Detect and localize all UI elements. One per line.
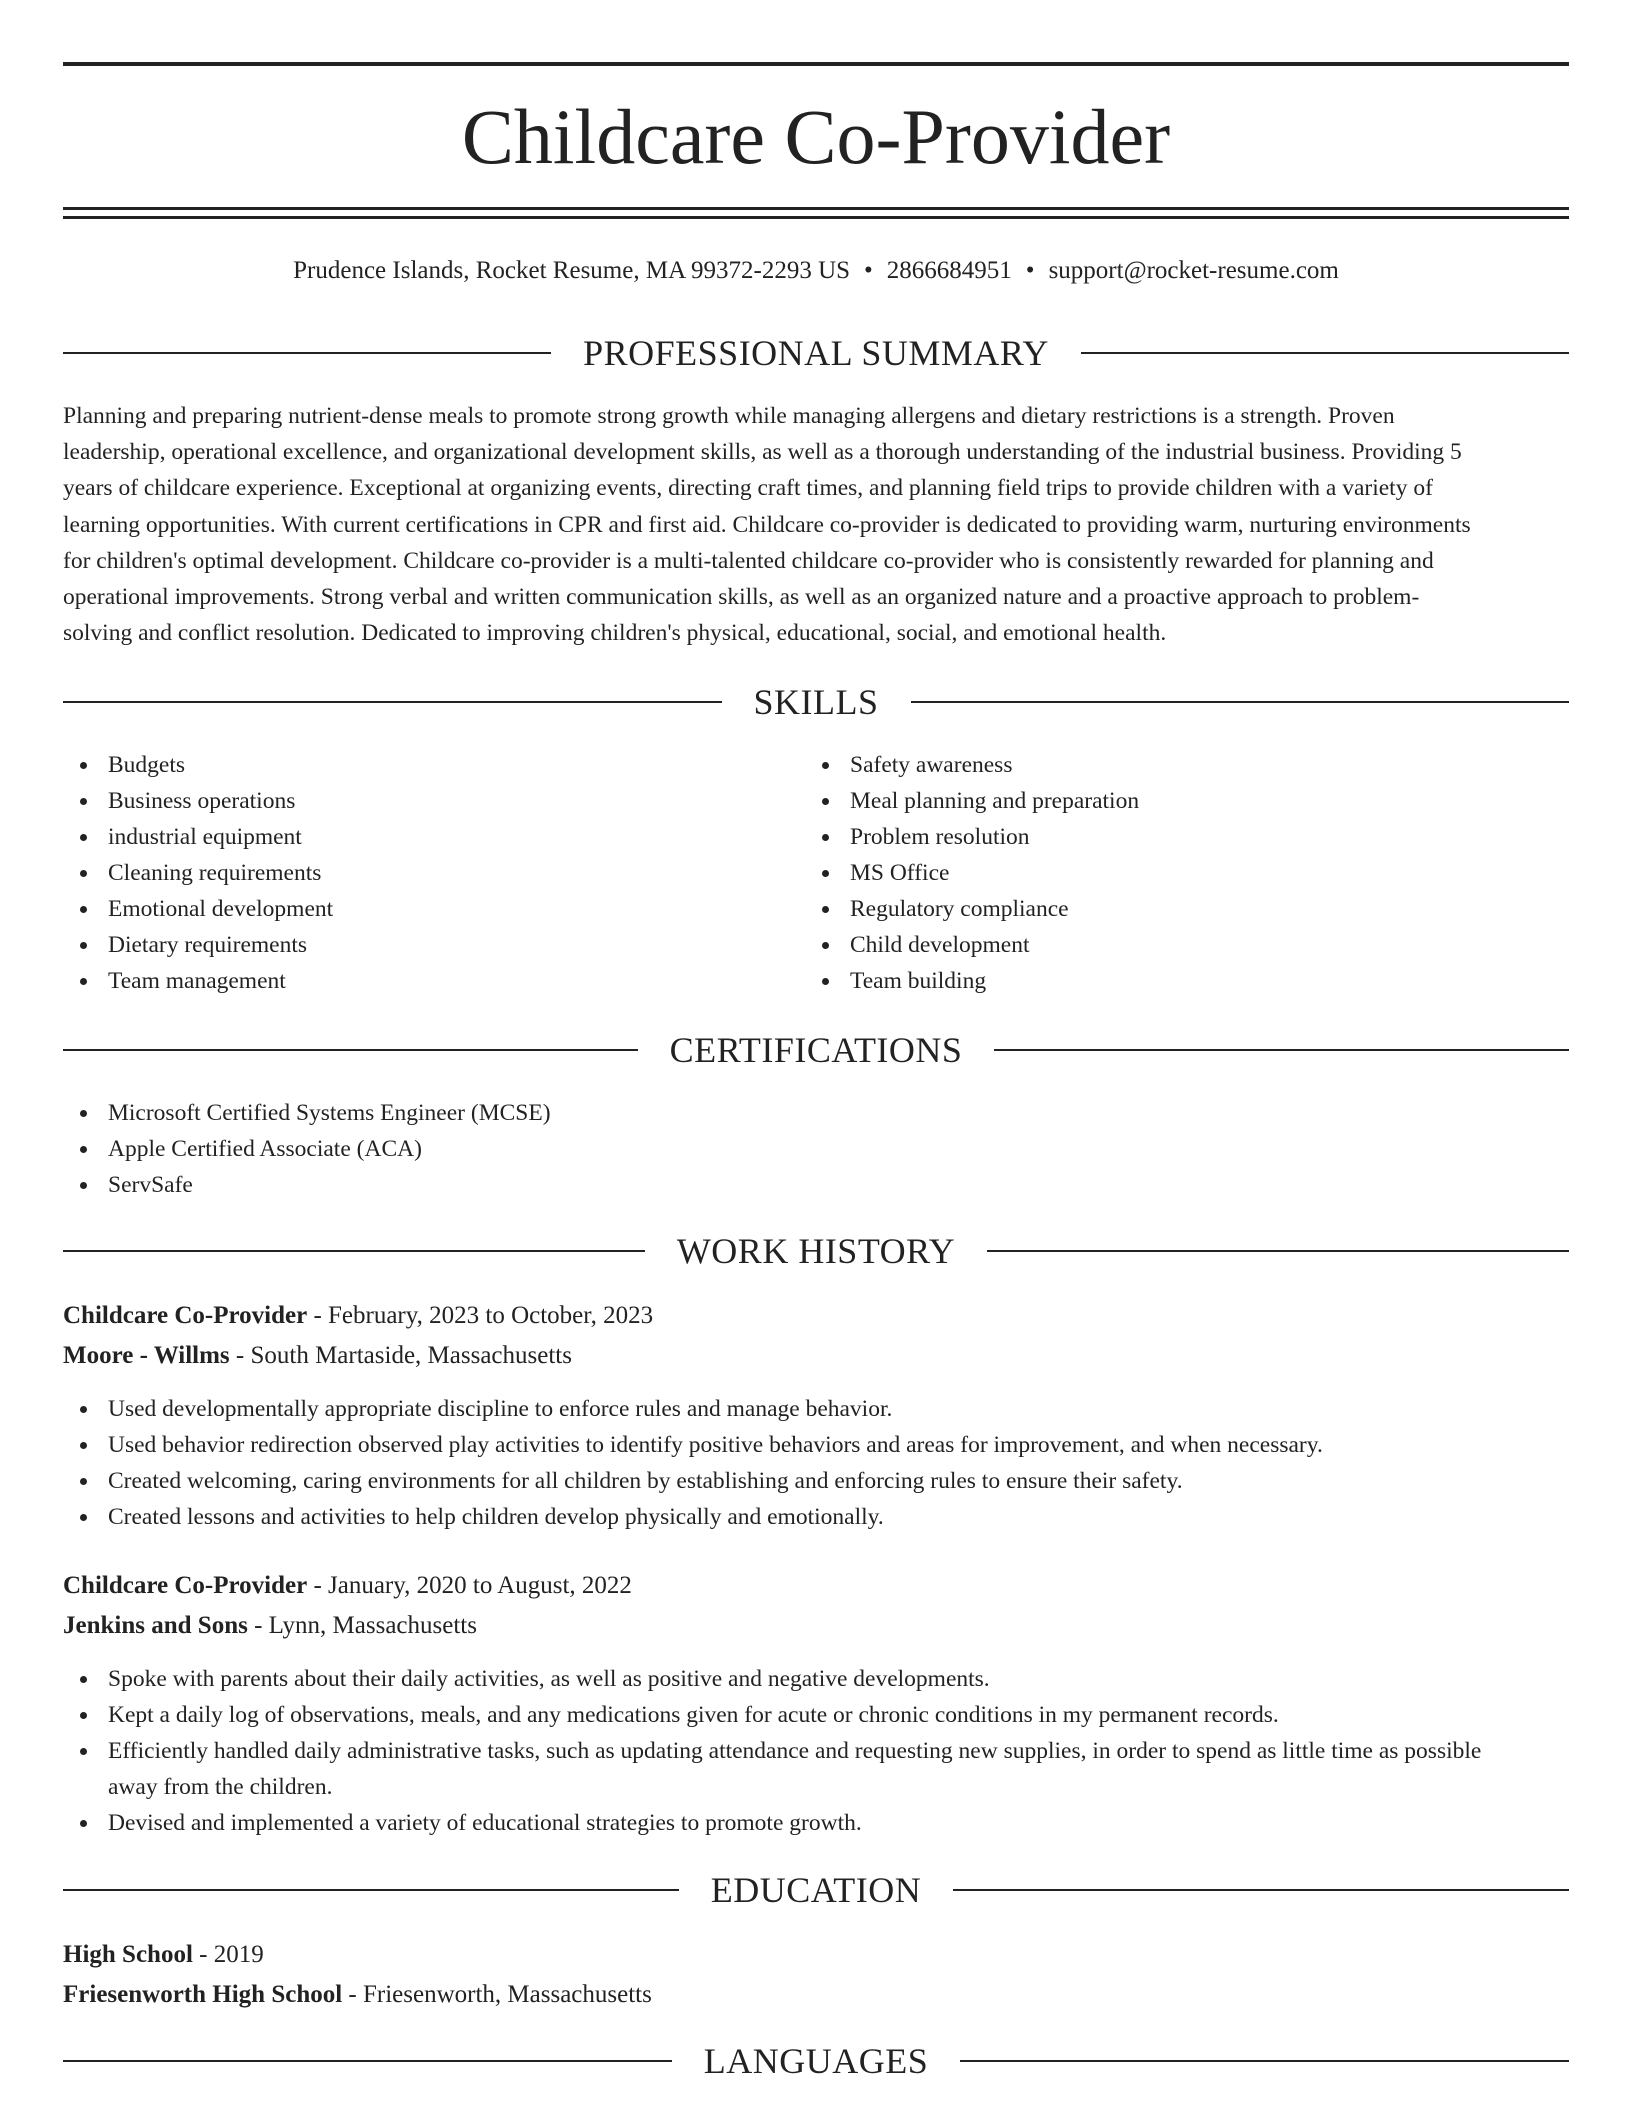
education-heading <box>63 1870 1569 1910</box>
education-degree: High School <box>63 1941 193 1968</box>
skill-item: Safety awareness <box>805 747 1505 783</box>
summary-line: Planning and preparing nutrient-dense meals to promote strong growth while managing allergens and dietary restrictions is a strength. Proven <box>63 403 1395 429</box>
summary-line: solving and conflict resolution. Dedicated to improving children's physical, educational, social, and emotional health. <box>63 620 1167 647</box>
heading-rule-left <box>63 1889 679 1891</box>
job-bullet: Spoke with parents about their daily activities, as well as positive and negative developments. <box>63 1661 1503 1697</box>
skill-item: Dietary requirements <box>63 927 763 963</box>
job-title-line <box>63 1301 1569 1331</box>
work-heading-text: WORK HISTORY <box>676 1231 956 1271</box>
skill-item: Budgets <box>63 747 763 783</box>
skill-item: Business operations <box>63 783 763 819</box>
skills-right-column <box>805 747 1505 999</box>
summary-line: leadership, operational excellence, and organizational development skills, as well as a thorough understanding of the industrial business. Providing 5 <box>63 439 1462 466</box>
job-bullet: Used developmentally appropriate discipline to enforce rules and manage behavior. <box>63 1391 1569 1427</box>
education-degree-line <box>63 1940 1569 1970</box>
skills-heading <box>63 682 1569 722</box>
summary-line: for children's optimal development. Childcare co-provider is a multi-talented childcare co-provider who is consistently rewarded for planning and <box>63 547 1434 574</box>
contact-line <box>63 256 1569 286</box>
education-school-line <box>63 1980 1569 2010</box>
job-company-line <box>63 1341 1569 1371</box>
certifications-heading-text: CERTIFICATIONS <box>669 1030 963 1070</box>
job-company-line <box>63 1611 1569 1641</box>
job-title: Childcare Co-Provider <box>63 1302 308 1329</box>
contact-separator: • <box>864 257 873 284</box>
job-dates: - February, 2023 to October, 2023 <box>307 1302 654 1329</box>
contact-address: Prudence Islands, Rocket Resume, MA 99372-2293 US <box>293 257 851 284</box>
education-location: - Friesenworth, Massachusetts <box>342 1981 652 2008</box>
skill-item: MS Office <box>805 855 1505 891</box>
summary-paragraph <box>63 398 1569 651</box>
summary-line: learning opportunities. With current certifications in CPR and first aid. Childcare co-provider is dedicated to providing warm, nurturing environments <box>63 511 1471 538</box>
job-title: Childcare Co-Provider <box>63 1572 308 1599</box>
heading-rule-right <box>911 701 1570 703</box>
heading-rule-left <box>63 352 551 354</box>
job-location: - Lynn, Massachusetts <box>247 1612 477 1639</box>
job-location: - South Martaside, Massachusetts <box>229 1342 572 1369</box>
job-bullet: Kept a daily log of observations, meals, and any medications given for acute or chronic conditions in my permanent records. <box>63 1697 1503 1733</box>
education-heading-text: EDUCATION <box>710 1870 922 1910</box>
job-bullets <box>63 1661 1503 1841</box>
job-bullet: Created welcoming, caring environments for all children by establishing and enforcing rules to ensure their safety. <box>63 1463 1569 1499</box>
summary-heading <box>63 333 1569 373</box>
heading-rule-right <box>994 1049 1569 1051</box>
job-company: Moore - Willms <box>63 1342 230 1369</box>
heading-rule-left <box>63 1049 638 1051</box>
work-heading <box>63 1231 1569 1271</box>
languages-heading <box>63 2041 1569 2081</box>
languages-heading-text: LANGUAGES <box>703 2041 929 2081</box>
skill-item: Regulatory compliance <box>805 891 1505 927</box>
certification-item: Apple Certified Associate (ACA) <box>63 1131 1063 1167</box>
summary-heading-text: PROFESSIONAL SUMMARY <box>583 333 1049 373</box>
summary-line: years of childcare experience. Exceptional at organizing events, directing craft times, and planning field trips to provide children with a variety of <box>63 475 1433 502</box>
education-school: Friesenworth High School <box>63 1981 343 2008</box>
title-double-rule <box>63 207 1569 219</box>
job-bullet: Efficiently handled daily administrative tasks, such as updating attendance and requesting new supplies, in order to spend as little time as possible away from the children. <box>63 1733 1503 1805</box>
heading-rule-right <box>987 1250 1569 1252</box>
job-bullet: Used behavior redirection observed play activities to identify positive behaviors and areas for improvement, and when necessary. <box>63 1427 1569 1463</box>
top-rule <box>63 62 1569 66</box>
skill-item: Problem resolution <box>805 819 1505 855</box>
heading-rule-right <box>953 1889 1569 1891</box>
contact-phone: 2866684951 <box>886 257 1012 284</box>
skill-item: Team building <box>805 963 1505 999</box>
heading-rule-right <box>1081 352 1569 354</box>
skills-heading-text: SKILLS <box>753 682 879 722</box>
certifications-list <box>63 1095 1063 1203</box>
job-bullet: Devised and implemented a variety of educational strategies to promote growth. <box>63 1805 1503 1841</box>
job-bullets <box>63 1391 1569 1535</box>
job-title-line <box>63 1571 1569 1601</box>
heading-rule-left <box>63 1250 645 1252</box>
skill-item: industrial equipment <box>63 819 763 855</box>
certifications-heading <box>63 1030 1569 1070</box>
contact-separator: • <box>1025 257 1035 284</box>
certification-item: ServSafe <box>63 1167 1063 1203</box>
skill-item: Meal planning and preparation <box>805 783 1505 819</box>
heading-rule-right <box>960 2060 1569 2062</box>
education-year: - 2019 <box>192 1941 264 1968</box>
skill-item: Child development <box>805 927 1505 963</box>
job-bullet: Created lessons and activities to help children develop physically and emotionally. <box>63 1499 1569 1535</box>
skill-item: Emotional development <box>63 891 763 927</box>
skill-item: Cleaning requirements <box>63 855 763 891</box>
heading-rule-left <box>63 2060 672 2062</box>
skills-left-column <box>63 747 763 999</box>
skill-item: Team management <box>63 963 763 999</box>
heading-rule-left <box>63 701 722 703</box>
resume-title: Childcare Co-Provider <box>461 93 1171 180</box>
job-dates: - January, 2020 to August, 2022 <box>307 1572 632 1599</box>
contact-email: support@rocket-resume.com <box>1048 257 1339 284</box>
job-company: Jenkins and Sons <box>63 1612 248 1639</box>
summary-line: operational improvements. Strong verbal and written communication skills, as well as an organized nature and a proactive approach to problem- <box>63 584 1420 611</box>
certification-item: Microsoft Certified Systems Engineer (MCSE) <box>63 1095 1063 1131</box>
